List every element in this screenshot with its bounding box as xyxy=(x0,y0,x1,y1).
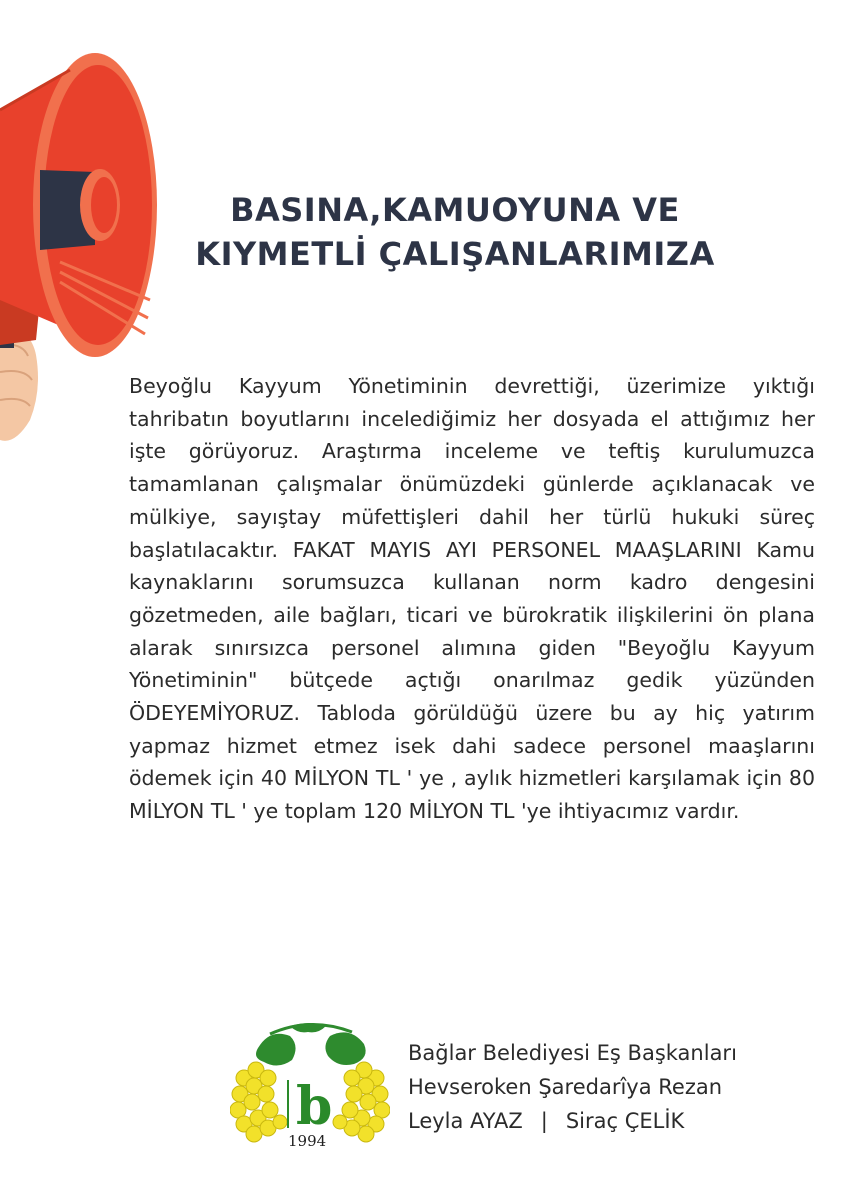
statement-body: Beyoğlu Kayyum Yönetiminin devrettiği, üzerimize yıktığı tahribatın boyutlarını incelediğimiz her dosyada el attığımız her işte görüyoruz. Araştırma inceleme ve teftiş kurulumuzca tamamlanan çalışmalar önümüzdeki günlerde açıklanacak ve mülkiye, sayıştay müfettişleri dahil her türlü hukuki süreç başlatılacaktır. FAKAT MAYIS AYI PERSONEL MAAŞLARINI Kamu kaynaklarını sorumsuzca kullanan norm kadro dengesini gözetmeden, aile bağları, ticari ve bürokratik ilişkilerini ön plana alarak sınırsızca personel alımına giden "Beyoğlu Kayyum Yönetiminin" bütçede açtığı onarılmaz gedik yüzünden ÖDEYEMİYORUZ. Tabloda görüldüğü üzere bu ay hiç yatırım yapmaz hizmet etmez isek dahi sadece personel maaşlarını ödemek için 40 MİLYON TL ' ye , aylık hizmetleri karşılamak için 80 MİLYON TL ' ye toplam 120 MİLYON TL 'ye ihtiyacımız vardır. xyxy=(129,374,815,824)
signature-names xyxy=(408,1104,737,1138)
title-line-2: KIYMETLİ ÇALIŞANLARIMIZA xyxy=(195,235,715,273)
title-line-1: BASINA,KAMUOYUNA VE xyxy=(230,191,680,229)
page-title xyxy=(120,188,790,276)
signature-line-2: Hevseroken Şaredarîya Rezan xyxy=(408,1075,723,1099)
logo-year: 1994 xyxy=(288,1132,327,1150)
signature-line-1: Bağlar Belediyesi Eş Başkanları xyxy=(408,1041,737,1065)
signature-block xyxy=(408,1036,737,1138)
signature-name-2: Siraç ÇELİK xyxy=(565,1109,685,1133)
logo-letter: b xyxy=(296,1076,333,1137)
signature-name-1: Leyla AYAZ xyxy=(408,1109,523,1133)
municipality-logo xyxy=(230,1018,390,1154)
signature-separator: | xyxy=(540,1109,548,1133)
